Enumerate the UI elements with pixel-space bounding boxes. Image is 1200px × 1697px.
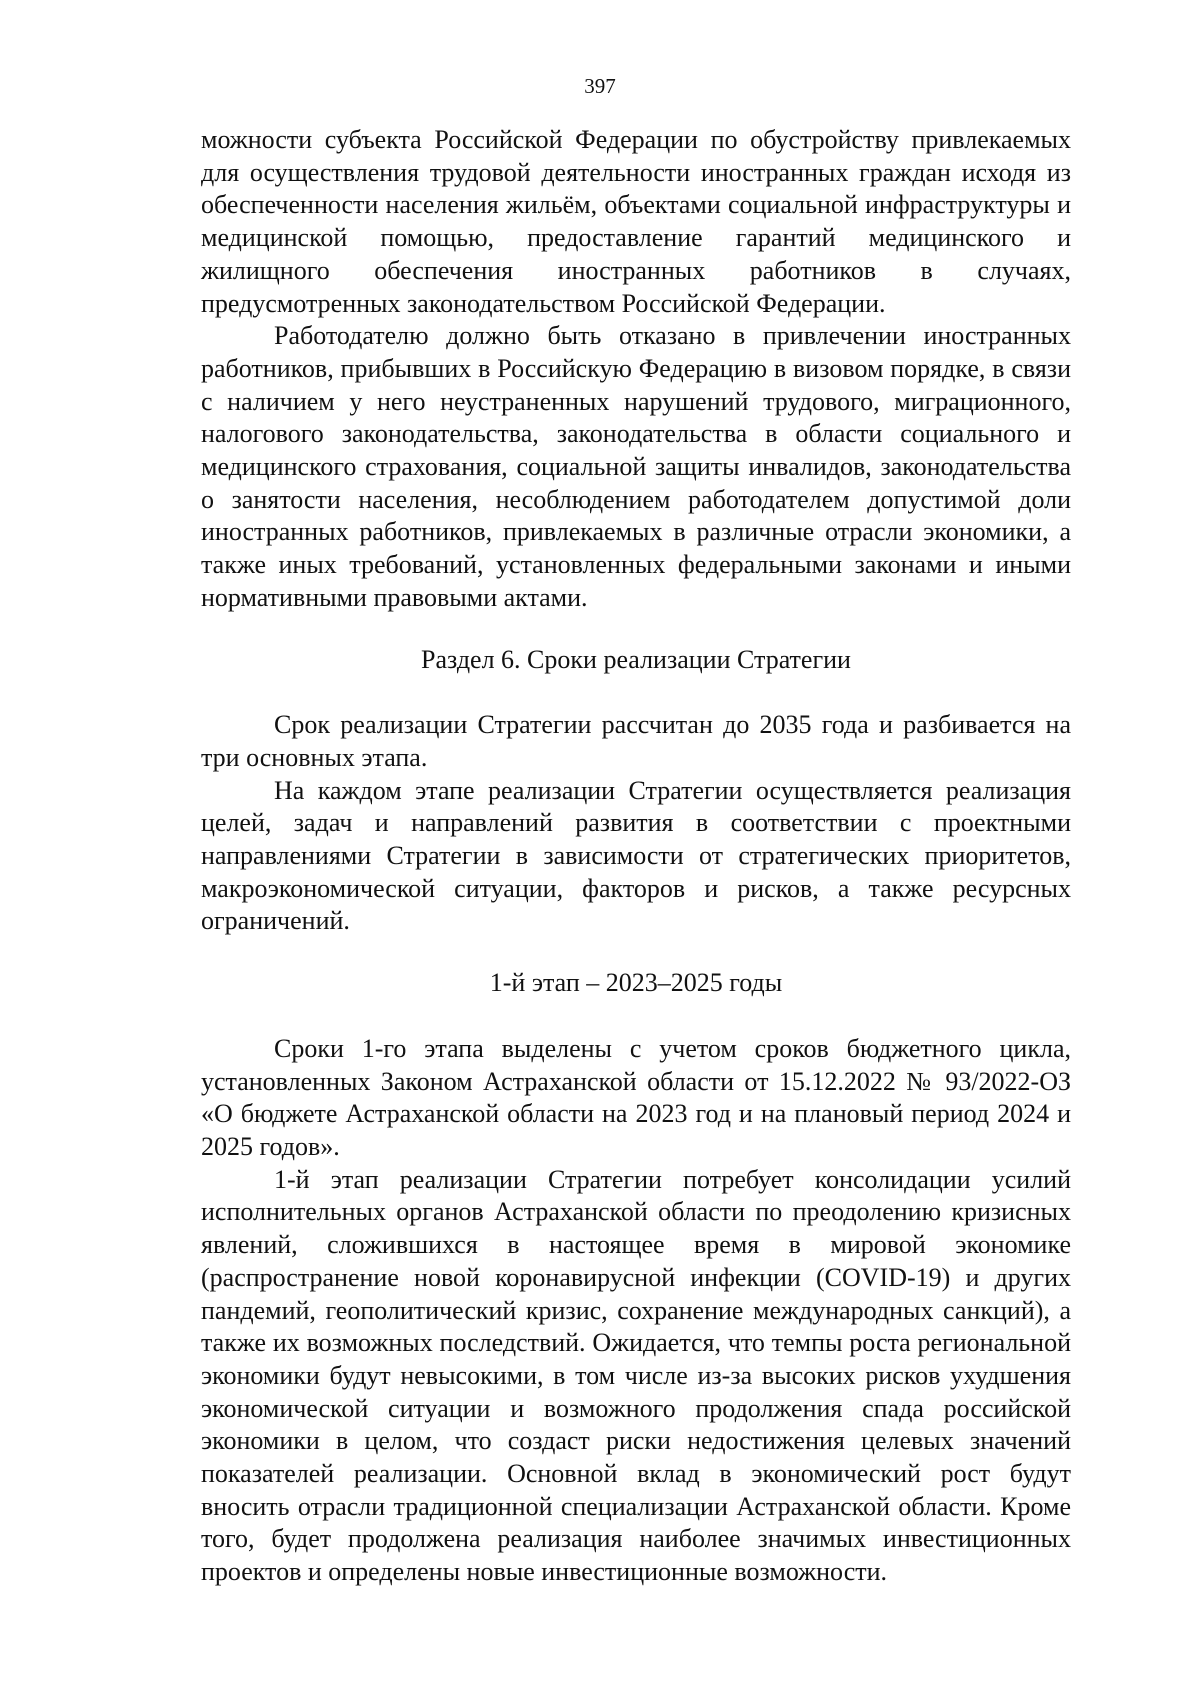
paragraph-continuation: можности субъекта Российской Федерации по обустройству привлекаемых для осуществления трудовой деятельности иностранных граждан исходя из обеспеченности населения жильём, объектами социальной инфраструктуры и медицинской помощью, предоставление гарантий медицинского и жилищного обеспечения иностранных работников в случаях, предусмотренных законодательством Российской Федерации.: [201, 125, 1071, 318]
paragraph-stage1-terms: Сроки 1-го этапа выделены с учетом сроков бюджетного цикла, установленных Законом Астраханской области от 15.12.2022 № 93/2022-ОЗ «О бюджете Астраханской области на 2023 год и на плановый период 2024 и 2025 годов».: [201, 1033, 1071, 1161]
paragraph-employer-refusal: Работодателю должно быть отказано в привлечении иностранных работников, прибывших в Российскую Федерацию в визовом порядке, в связи с наличием у него неустраненных нарушений трудового, миграционного, налогового законодательства, законодательства в области социального и медицинского страхования, социальной защиты инвалидов, законодательства о занятости населения, несоблюдением работодателем допустимой доли иностранных работников, привлекаемых в различные отрасли экономики, а также иных требований, установленных федеральными законами и иными нормативными правовыми актами.: [201, 321, 1071, 612]
section-heading: Раздел 6. Сроки реализации Стратегии: [421, 644, 851, 674]
paragraph-each-stage: На каждом этапе реализации Стратегии осуществляется реализация целей, задач и направлений развития в соответствии с проектными направлениями Стратегии в зависимости от стратегических приоритетов, макроэкономической ситуации, факторов и рисков, а также ресурсных ограничений.: [201, 775, 1071, 936]
document-body: [201, 124, 1071, 1589]
paragraph-strategy-term: Срок реализации Стратегии рассчитан до 2035 года и разбивается на три основных этапа.: [201, 710, 1071, 772]
stage-heading: 1-й этап – 2023–2025 годы: [489, 968, 783, 998]
page-number: 397: [584, 74, 616, 98]
paragraph-stage1-description: 1-й этап реализации Стратегии потребует консолидации усилий исполнительных органов Астраханской области по преодолению кризисных явлений, сложившихся в настоящее время в мировой экономике (распространение новой коронавирусной инфекции (COVID-19) и других пандемий, геополитический кризис, сохранение международных санкций), а также их возможных последствий. Ожидается, что темпы роста региональной экономики будут невысокими, в том числе из-за высоких рисков ухудшения экономической ситуации и возможного продолжения спада российской экономики в целом, что создаст риски недостижения целевых значений показателей реализации. Основной вклад в экономический рост будут вносить отрасли традиционной специализации Астраханской области. Кроме того, будет продолжена реализация наиболее значимых инвестиционных проектов и определены новые инвестиционные возможности.: [201, 1164, 1071, 1587]
